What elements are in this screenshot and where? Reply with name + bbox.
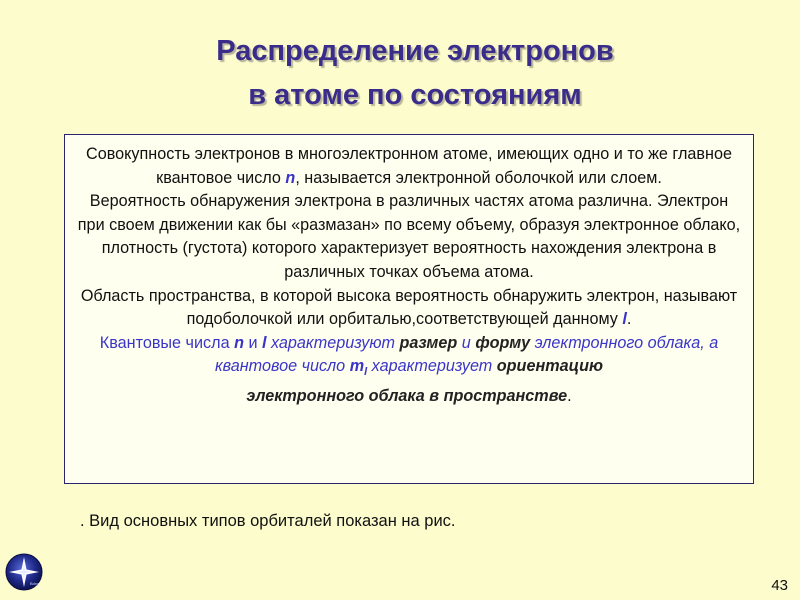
shell-text: Совокупность электронов в многоэлектронном атоме, имеющих одно и то же главное квантовое число [86,145,732,187]
paragraph-shell-definition [75,143,743,190]
qn-var-m-letter: m [349,357,365,376]
qn-size: размер [399,333,458,352]
qn-and: и [243,333,263,352]
qn-var-m [349,357,368,379]
qn-cloud: электронного облака, а квантовое число [215,333,719,376]
qn-orient: ориентацию [496,357,603,376]
qn-dot: . [567,387,572,406]
quantum-number-n: n [285,168,296,187]
paragraph-space [75,385,743,409]
content-box [64,134,754,484]
page-number: 43 [771,577,788,594]
quantum-number-l: l [622,310,627,329]
orbital-text: Область пространства, в которой высока вероятность обнаружить электрон, называют подоболочкой или орбиталью,соответствующей данному [80,286,738,329]
svg-text:Bdrg: Bdrg [30,581,39,586]
star-globe-icon [4,552,44,592]
title-line-2: в атоме по состояниям [248,79,582,111]
shell-text-end: , называется электронной оболочкой или слоем. [295,168,662,187]
qn-start: Квантовые числа [99,333,235,352]
qn-and2: и [457,333,476,352]
qn-var-l: l [262,333,267,352]
title-line-1: Распределение электронов [216,35,614,67]
qn-space: электронного облака в пространстве [246,387,568,406]
orbital-caption: . Вид основных типов орбиталей показан на рис. [80,512,456,530]
qn-var-m-sub: l [364,366,368,379]
qn-mid: характеризуют [266,333,400,352]
qn-form: форму [475,333,531,352]
paragraph-orbital [75,285,743,332]
orbital-text-end: . [626,310,632,329]
qn-char: характеризует [367,357,497,376]
paragraph-electron-cloud: Вероятность обнаружения электрона в различных частях атома различна. Электрон при своем движении как бы «размазан» по всему объему, образуя электронное облако, плотность (густота) которого характеризует вероятность нахождения электрона в различных точках объема атома. [77,192,741,281]
qn-var-n: n [234,333,244,352]
paragraph-quantum-numbers [75,332,743,385]
